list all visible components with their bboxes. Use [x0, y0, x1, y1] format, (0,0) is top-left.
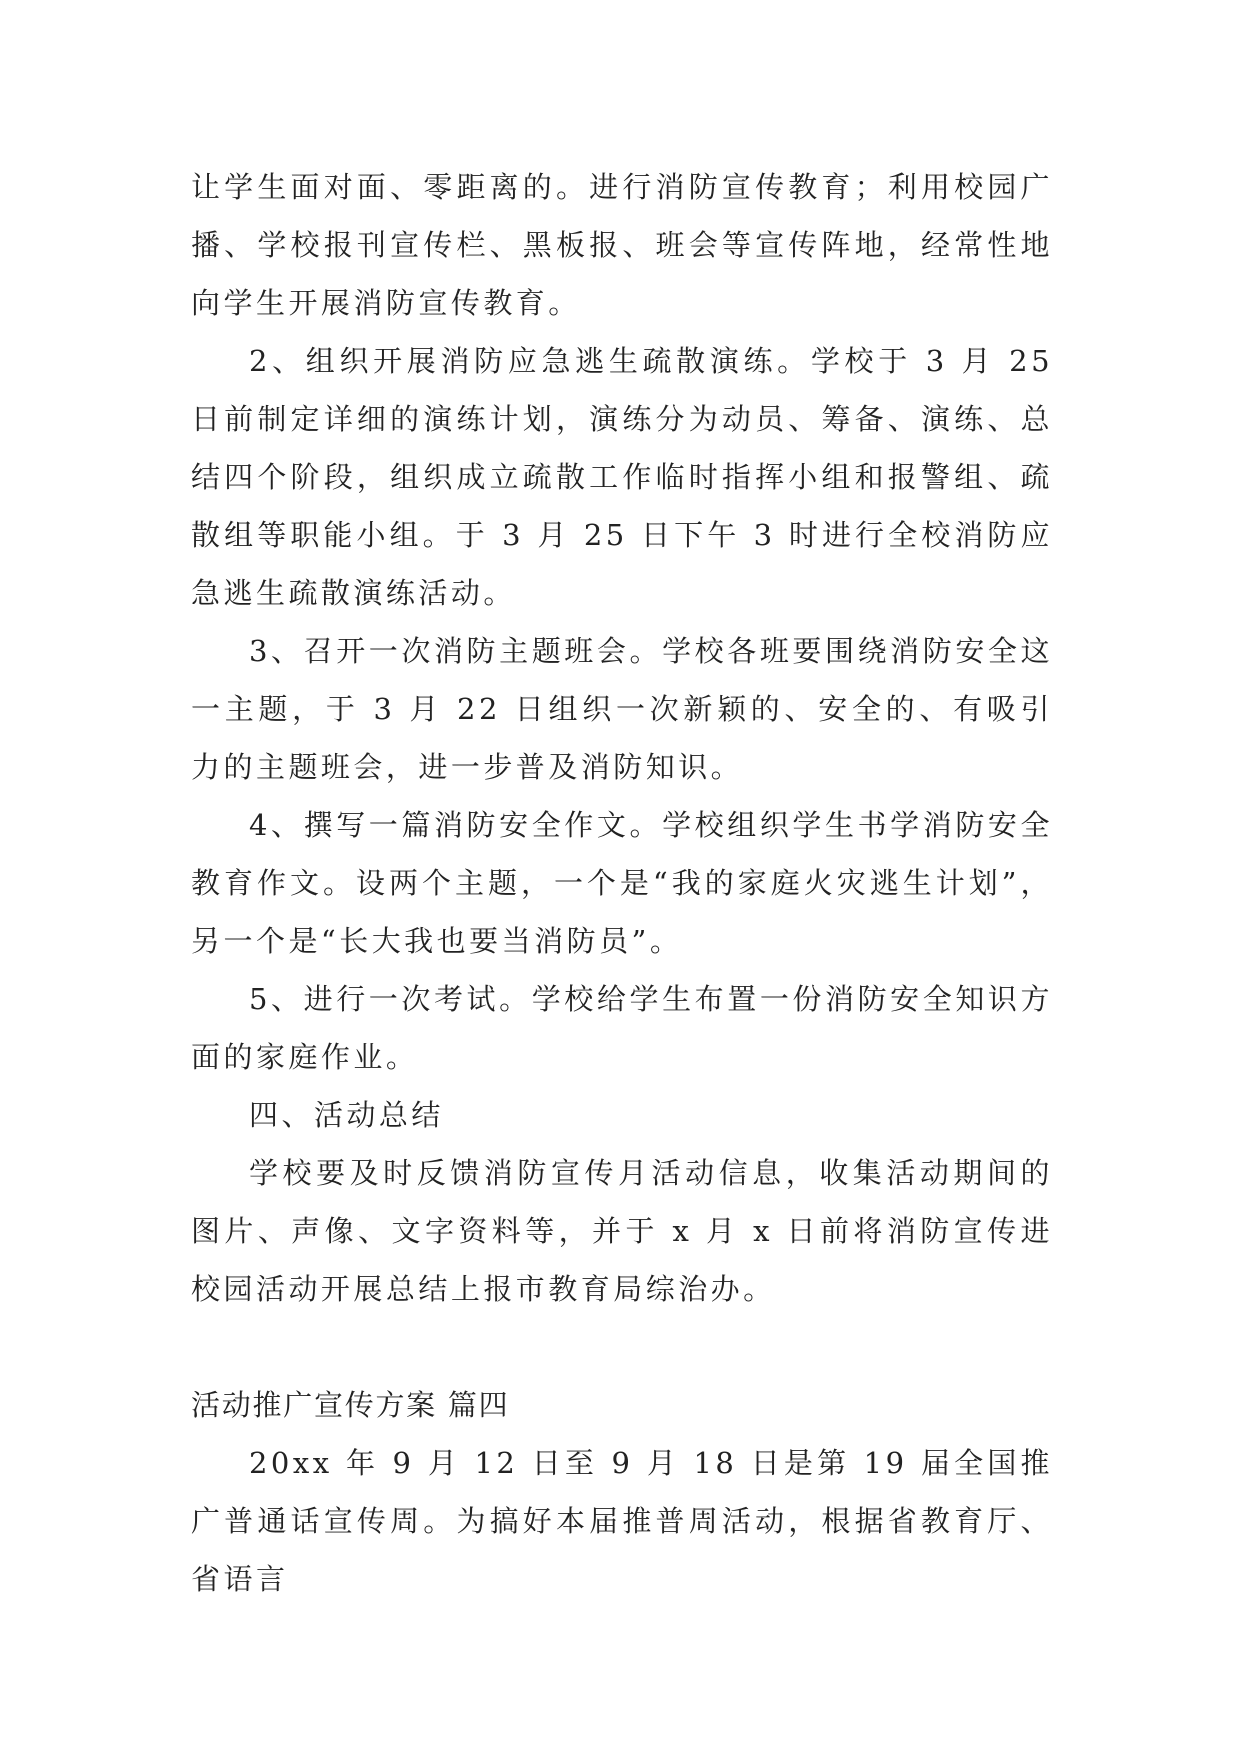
paragraph-item-4: 4、撰写一篇消防安全作文。学校组织学生书学消防安全教育作文。设两个主题，一个是“我的家庭火灾逃生计划”，另一个是“长大我也要当消防员”。: [191, 808, 1053, 958]
blank-line: [191, 1318, 1053, 1376]
paragraph-summary: 学校要及时反馈消防宣传月活动信息，收集活动期间的图片、声像、文字资料等，并于 x 月 x 日前将消防宣传进校园活动开展总结上报市教育局综治办。: [191, 1156, 1053, 1306]
paragraph-item-2: 2、组织开展消防应急逃生疏散演练。学校于 3 月 25 日前制定详细的演练计划，演练分为动员、筹备、演练、总结四个阶段，组织成立疏散工作临时指挥小组和报警组、疏散组等职能小组。于 3 月 25 日下午 3 时进行全校消防应急逃生疏散演练活动。: [191, 344, 1053, 610]
document-body: [191, 158, 1053, 1608]
paragraph-item-5: 5、进行一次考试。学校给学生布置一份消防安全知识方面的家庭作业。: [191, 982, 1053, 1074]
paragraph-item-3: 3、召开一次消防主题班会。学校各班要围绕消防安全这一主题，于 3 月 22 日组织一次新颖的、安全的、有吸引力的主题班会，进一步普及消防知识。: [191, 634, 1053, 784]
paragraph-intro: 20xx 年 9 月 12 日至 9 月 18 日是第 19 届全国推广普通话宣传周。为搞好本届推普周活动，根据省教育厅、省语言: [191, 1446, 1053, 1596]
article-title: 活动推广宣传方案 篇四: [191, 1388, 510, 1422]
section-heading-summary: 四、活动总结: [249, 1098, 444, 1132]
paragraph-continued: 让学生面对面、零距离的。进行消防宣传教育；利用校园广播、学校报刊宣传栏、黑板报、班会等宣传阵地，经常性地向学生开展消防宣传教育。: [191, 170, 1053, 320]
